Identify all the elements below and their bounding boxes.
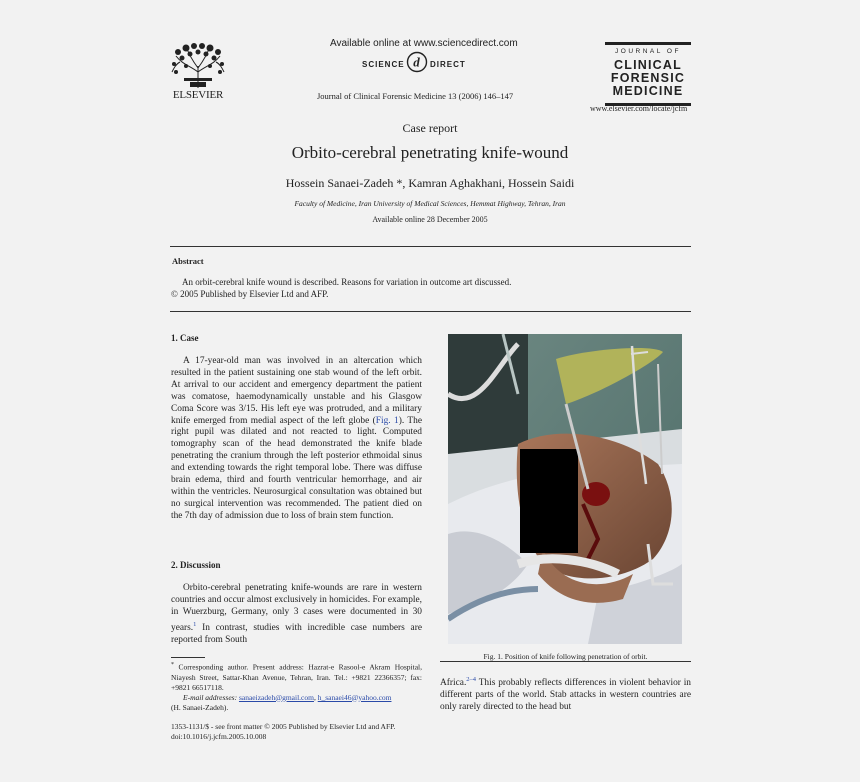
- abstract-copyright: © 2005 Published by Elsevier Ltd and AFP.: [171, 289, 329, 299]
- abstract-bottom-rule: [170, 311, 691, 312]
- right-text-a: Africa.: [440, 678, 467, 689]
- doi-line[interactable]: doi:10.1016/j.jcfm.2005.10.008: [171, 732, 267, 741]
- article-type: Case report: [402, 121, 458, 135]
- abstract-heading: Abstract: [172, 256, 204, 266]
- sciencedirect-at-icon: [406, 51, 428, 73]
- case-text-a: A 17-year-old man was involved in an altercation which resulted in the patient sustaining one stab wound of the left orbit. At arrival to our accident and emergency department the patient was comatose, haemodynamically unstable and his Glasgow Coma Score was 3/15. His left eye was protruded, and a military knife emerged from medial aspect of the left globe (: [171, 356, 422, 426]
- article-title: Orbito-cerebral penetrating knife-wound: [291, 143, 569, 162]
- email-link-2[interactable]: h_sanaei46@yahoo.com: [317, 692, 392, 702]
- reference-2-4-link[interactable]: 2–4: [466, 676, 477, 683]
- front-matter-line1: 1353-1131/$ - see front matter © 2005 Published by Elsevier Ltd and AFP.: [171, 722, 396, 731]
- figure-bottom-rule: [440, 661, 691, 662]
- corresponding-author-footnote: [171, 660, 422, 713]
- footnote-email-owner: (H. Sanaei-Zadeh).: [171, 702, 229, 712]
- journal-url[interactable]: www.elsevier.com/locate/jcfm: [590, 104, 688, 113]
- discussion-text-a: Orbito-cerebral penetrating knife-wounds are rare in western countries and occur almost exclusively in homicides. For example, in Wuerzburg, Germany, only 3 cases were documented in 30 years.: [171, 583, 422, 633]
- available-online-banner[interactable]: Available online at www.sciencedirect.com: [330, 38, 518, 49]
- sd-logo-right: DIRECT: [430, 60, 466, 69]
- email-separator: ,: [313, 692, 318, 702]
- figure-1-caption: Fig. 1. Position of knife following penetration of orbit.: [483, 652, 648, 661]
- article-authors: Hossein Sanaei-Zadeh *, Kamran Aghakhani, Hossein Saidi: [285, 176, 575, 190]
- right-column-paragraph: [440, 674, 691, 714]
- case-paragraph: [171, 356, 422, 523]
- figure-1-photo: [448, 334, 682, 644]
- journal-citation: Journal of Clinical Forensic Medicine 13 (2006) 146–147: [317, 91, 514, 101]
- svg-text:d: d: [413, 54, 421, 70]
- journal-logo-box: [605, 42, 691, 106]
- email-link-1[interactable]: sanaeizadeh@gmail.com: [238, 692, 314, 702]
- figure-reference-link[interactable]: Fig. 1: [375, 415, 399, 426]
- discussion-text-b: In contrast, studies with incredible case numbers are reported from South: [171, 622, 422, 645]
- sciencedirect-logo: [360, 55, 480, 75]
- footnote-rule: [171, 657, 205, 658]
- case-heading: 1. Case: [171, 333, 199, 343]
- author-affiliation: Faculty of Medicine, Iran University of Medical Sciences, Hemmat Highway, Tehran, Iran: [294, 199, 566, 208]
- case-text-b: ). The right pupil was dilated and not reacted to light. Computed tomography scan of the head demonstrated the knife blade penetrating the cranium through the left posterior ethmoidal sinus and extending towards the right temporal lobe. There was diffuse brain edema, third and fourth ventricular hemorrhage, and air within the ventricles. Neurosurgical consultation was obtained but no surgical intervention was recommended. The patient died on the 7th day of admission due to loss of brain stem function.: [171, 415, 423, 521]
- abstract-top-rule: [170, 246, 691, 247]
- patient-photo-image: [448, 334, 682, 644]
- elsevier-logo: [170, 42, 226, 102]
- footnote-marker: *: [171, 662, 174, 668]
- footnote-corresponding: Corresponding author. Present address: Hazrat-e Rasool-e Akram Hospital, Niayesh Street, Sattar-Khan Avenue, Tehran, Iran. Tel.: +9821 22366357; fax: +9821 66517118.: [171, 662, 423, 692]
- journal-logo-line2: FORENSIC: [610, 71, 686, 85]
- journal-logo-line1: CLINICAL: [614, 58, 682, 72]
- elsevier-tree-icon: [170, 42, 226, 88]
- available-date: Available online 28 December 2005: [372, 215, 488, 224]
- elsevier-wordmark: ELSEVIER: [172, 89, 224, 101]
- right-text-b: This probably reflects differences in violent behavior in different parts of the world. Stab attacks in western countries are only rarely directed to the head but: [440, 678, 691, 712]
- discussion-heading: 2. Discussion: [171, 560, 221, 570]
- journal-logo-top: JOURNAL OF: [615, 48, 681, 55]
- reference-1-link[interactable]: 1: [193, 620, 197, 628]
- sd-logo-left: SCIENCE: [362, 60, 405, 69]
- abstract-text: An orbit-cerebral knife wound is described. Reasons for variation in outcome art discussed.: [182, 277, 512, 287]
- footnote-email-label: E-mail addresses:: [183, 692, 238, 702]
- front-matter-info: [171, 722, 451, 742]
- discussion-paragraph: [171, 583, 422, 647]
- journal-logo-line3: MEDICINE: [612, 84, 684, 98]
